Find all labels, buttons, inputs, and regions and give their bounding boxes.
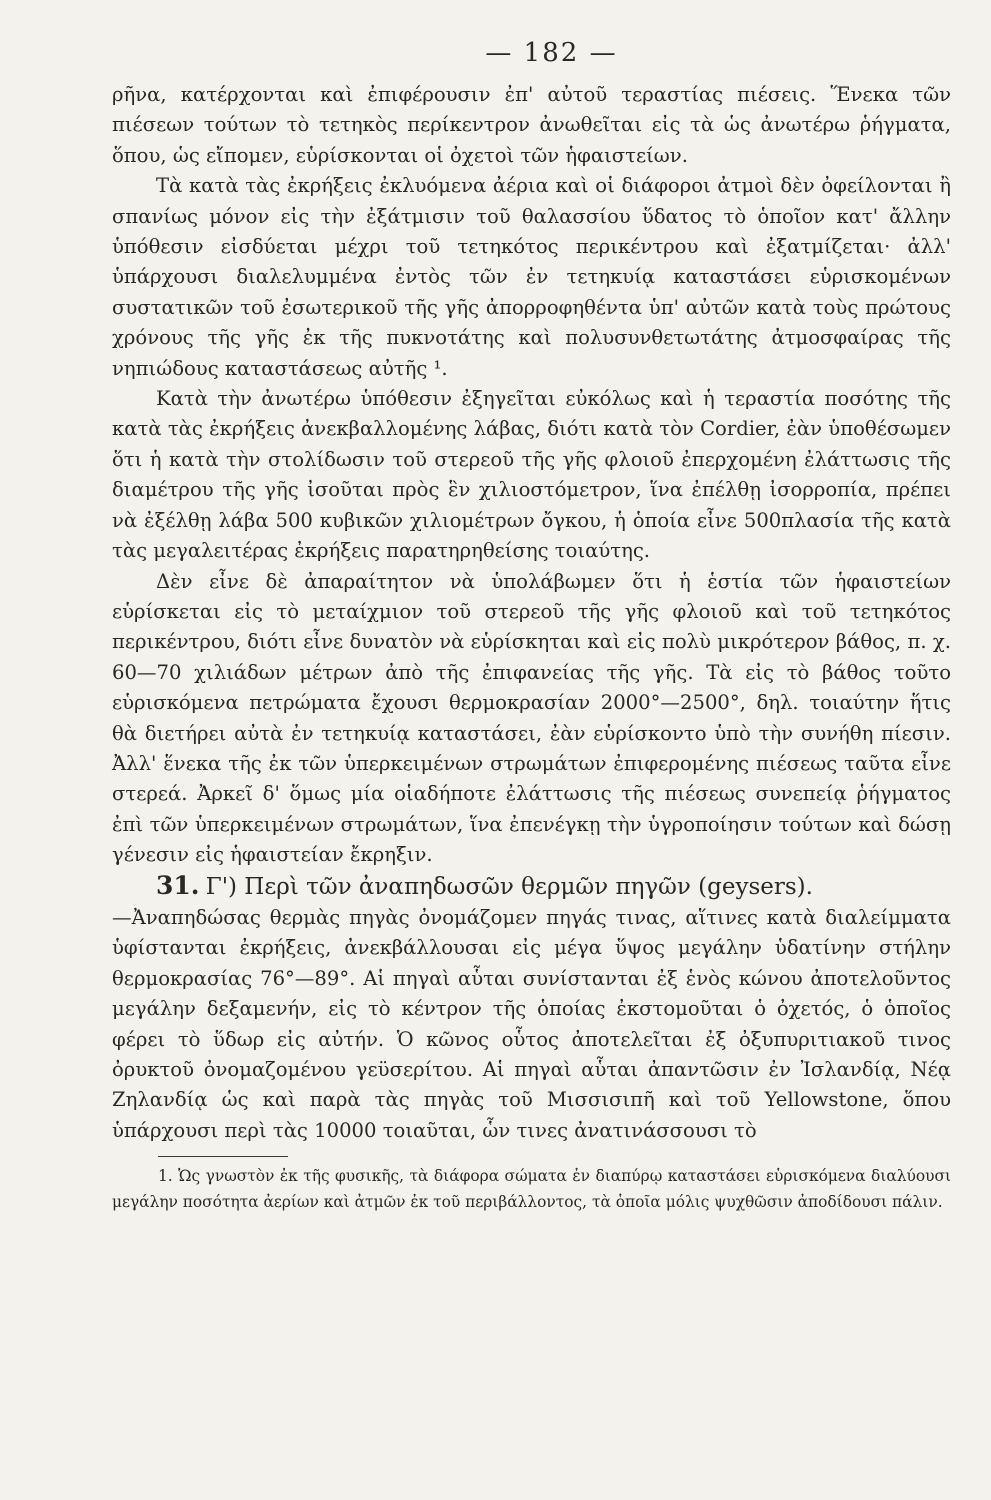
paragraph-2: Τὰ κατὰ τὰς ἐκρήξεις ἐκλυόμενα ἀέρια καὶ οἱ διάφοροι ἀτμοὶ δὲν ὀφείλονται ἢ σπανίως μόνον εἰς τὴν ἐξάτμισιν τοῦ θαλασσίου ὕδατος τὸ ὁποῖον κατ' ἄλλην ὑπόθεσιν εἰσδύεται μέχρι τοῦ τετηκότος περικέντρου καὶ ἐξατμίζεται· ἀλλ' ὑπάρχουσι διαλελυμμένα ἐντὸς τῶν ἐν τετηκυίᾳ καταστάσει εὑρισκομένων συστατικῶν τοῦ ἐσωτερικοῦ τῆς γῆς ἀπορροφηθέντα ὑπ' αὐτῶν κατὰ τοὺς πρώτους χρόνους τῆς γῆς ἐκ τῆς πυκνοτάτης καὶ πολυσυνθετωτάτης ἀτμοσφαίρας τῆς νηπιώδους καταστάσεως αὐτῆς ¹. [112,174,951,380]
paragraph-4: Δὲν εἶνε δὲ ἀπαραίτητον νὰ ὑπολάβωμεν ὅτι ἡ ἑστία τῶν ἡφαιστείων εὑρίσκεται εἰς τὸ μεταίχμιον τοῦ στερεοῦ τῆς γῆς φλοιοῦ καὶ τοῦ τετηκότος περικέντρου, διότι εἶνε δυνατὸν νὰ εὑρίσκηται καὶ εἰς πολὺ μικρότερον βάθος, π. χ. 60—70 χιλιάδων μέτρων ἀπὸ τῆς ἐπιφανείας τῆς γῆς. Τὰ εἰς τὸ βάθος τοῦτο εὑρισκόμενα πετρώματα ἔχουσι θερμοκρασίαν 2000°—2500°, δηλ. τοιαύτην ἥτις θὰ διετήρει αὐτὰ ἐν τετηκυίᾳ καταστάσει, ἐὰν εὑρίσκοντο ὑπὸ τὴν συνήθη πίεσιν. Ἀλλ' ἕνεκα τῆς ἐκ τῶν ὑπερκειμένων στρωμάτων ἐπιφερομένης πιέσεως ταῦτα εἶνε στερεά. Ἀρκεῖ δ' ὅμως μία οἱαδήποτε ἐλάττωσις τῆς πιέσεως συνεπείᾳ ῥήγματος ἐπὶ τῶν ὑπερκειμένων στρωμάτων, ἵνα ἐπενέγκῃ τὴν ὑγροποίησιν τούτων καὶ δώσῃ γένεσιν εἰς ἡφαιστείαν ἔκρηξιν. [112,569,951,867]
main-text [112,80,951,1146]
page-number: — 182 — [485,38,618,68]
section-title: Γ') Περὶ τῶν ἀναπηδωσῶν θερμῶν πηγῶν (geysers). [205,873,813,900]
section-number: 31. [156,870,200,900]
footnote: 1. Ὡς γνωστὸν ἐκ τῆς φυσικῆς, τὰ διάφορα σώματα ἐν διαπύρῳ καταστάσει εὑρισκόμενα διαλύουσι μεγάλην ποσότητα ἀερίων καὶ ἀτμῶν ἐκ τοῦ περιβάλλοντος, τὰ ὁποῖα μόλις ψυχθῶσιν ἀποδίδουσι πάλιν. [112,1167,951,1212]
paragraph-3: Κατὰ τὴν ἀνωτέρω ὑπόθεσιν ἐξηγεῖται εὐκόλως καὶ ἡ τεραστία ποσότης τῆς κατὰ τὰς ἐκρήξεις ἀνεκβαλλομένης λάβας, διότι κατὰ τὸν Cordier, ἐὰν ὑποθέσωμεν ὅτι ἡ κατὰ τὴν στολίδωσιν τοῦ στερεοῦ τῆς γῆς φλοιοῦ ἐπερχομένη ἐλάττωσις τῆς διαμέτρου τῆς γῆς ἰσοῦται πρὸς ἓν χιλιοστόμετρον, ἵνα ἐπέλθῃ ἰσορροπία, πρέπει νὰ ἐξέλθῃ λάβα 500 κυβικῶν χιλιομέτρων ὄγκου, ἡ ὁποία εἶνε 500πλασία τῆς κατὰ τὰς μεγαλειτέρας ἐκρήξεις παρατηρηθείσης τοιαύτης. [112,387,951,563]
footnote-divider [158,1156,288,1157]
paragraph-1: ρῆνα, κατέρχονται καὶ ἐπιφέρουσιν ἐπ' αὐτοῦ τεραστίας πιέσεις. Ἕνεκα τῶν πιέσεων τούτων τὸ τετηκὸς περίκεντρον ἀνωθεῖται εἰς τὰ ὡς ἀνωτέρω ῥήγματα, ὅπου, ὡς εἴπομεν, εὑρίσκονται οἱ ὀχετοὶ τῶν ἡφαιστείων. [112,83,951,167]
section-text: —Ἀναπηδώσας θερμὰς πηγὰς ὀνομάζομεν πηγάς τινας, αἵτινες κατὰ διαλείμματα ὑφίστανται ἐκρήξεις, ἀνεκβάλλουσαι εἰς μέγα ὕψος μεγάλην ὑδατίνην στήλην θερμοκρασίας 76°—89°. Αἱ πηγαὶ αὗται συνίστανται ἐξ ἑνὸς κώνου ἀποτελοῦντος μεγάλην δεξαμενήν, εἰς τὸ κέντρον τῆς ὁποίας ἐκστομοῦται ὁ ὀχετός, ὁ ὁποῖος φέρει τὸ ὕδωρ εἰς αὐτήν. Ὁ κῶνος οὗτος ἀποτελεῖται ἐξ ὀξυπυριτιακοῦ τινος ὀρυκτοῦ ὀνομαζομένου γεϋσερίτου. Αἱ πηγαὶ αὗται ἀπαντῶσιν ἐν Ἰσλανδίᾳ, Νέᾳ Ζηλανδίᾳ ὡς καὶ παρὰ τὰς πηγὰς τοῦ Μισσισιπῆ καὶ τοῦ Yellowstone, ὅπου ὑπάρχουσι περὶ τὰς 10000 τοιαῦται, ὧν τινες ἀνατινάσσουσι τὸ [112,905,951,1142]
section-31 [112,871,951,1147]
